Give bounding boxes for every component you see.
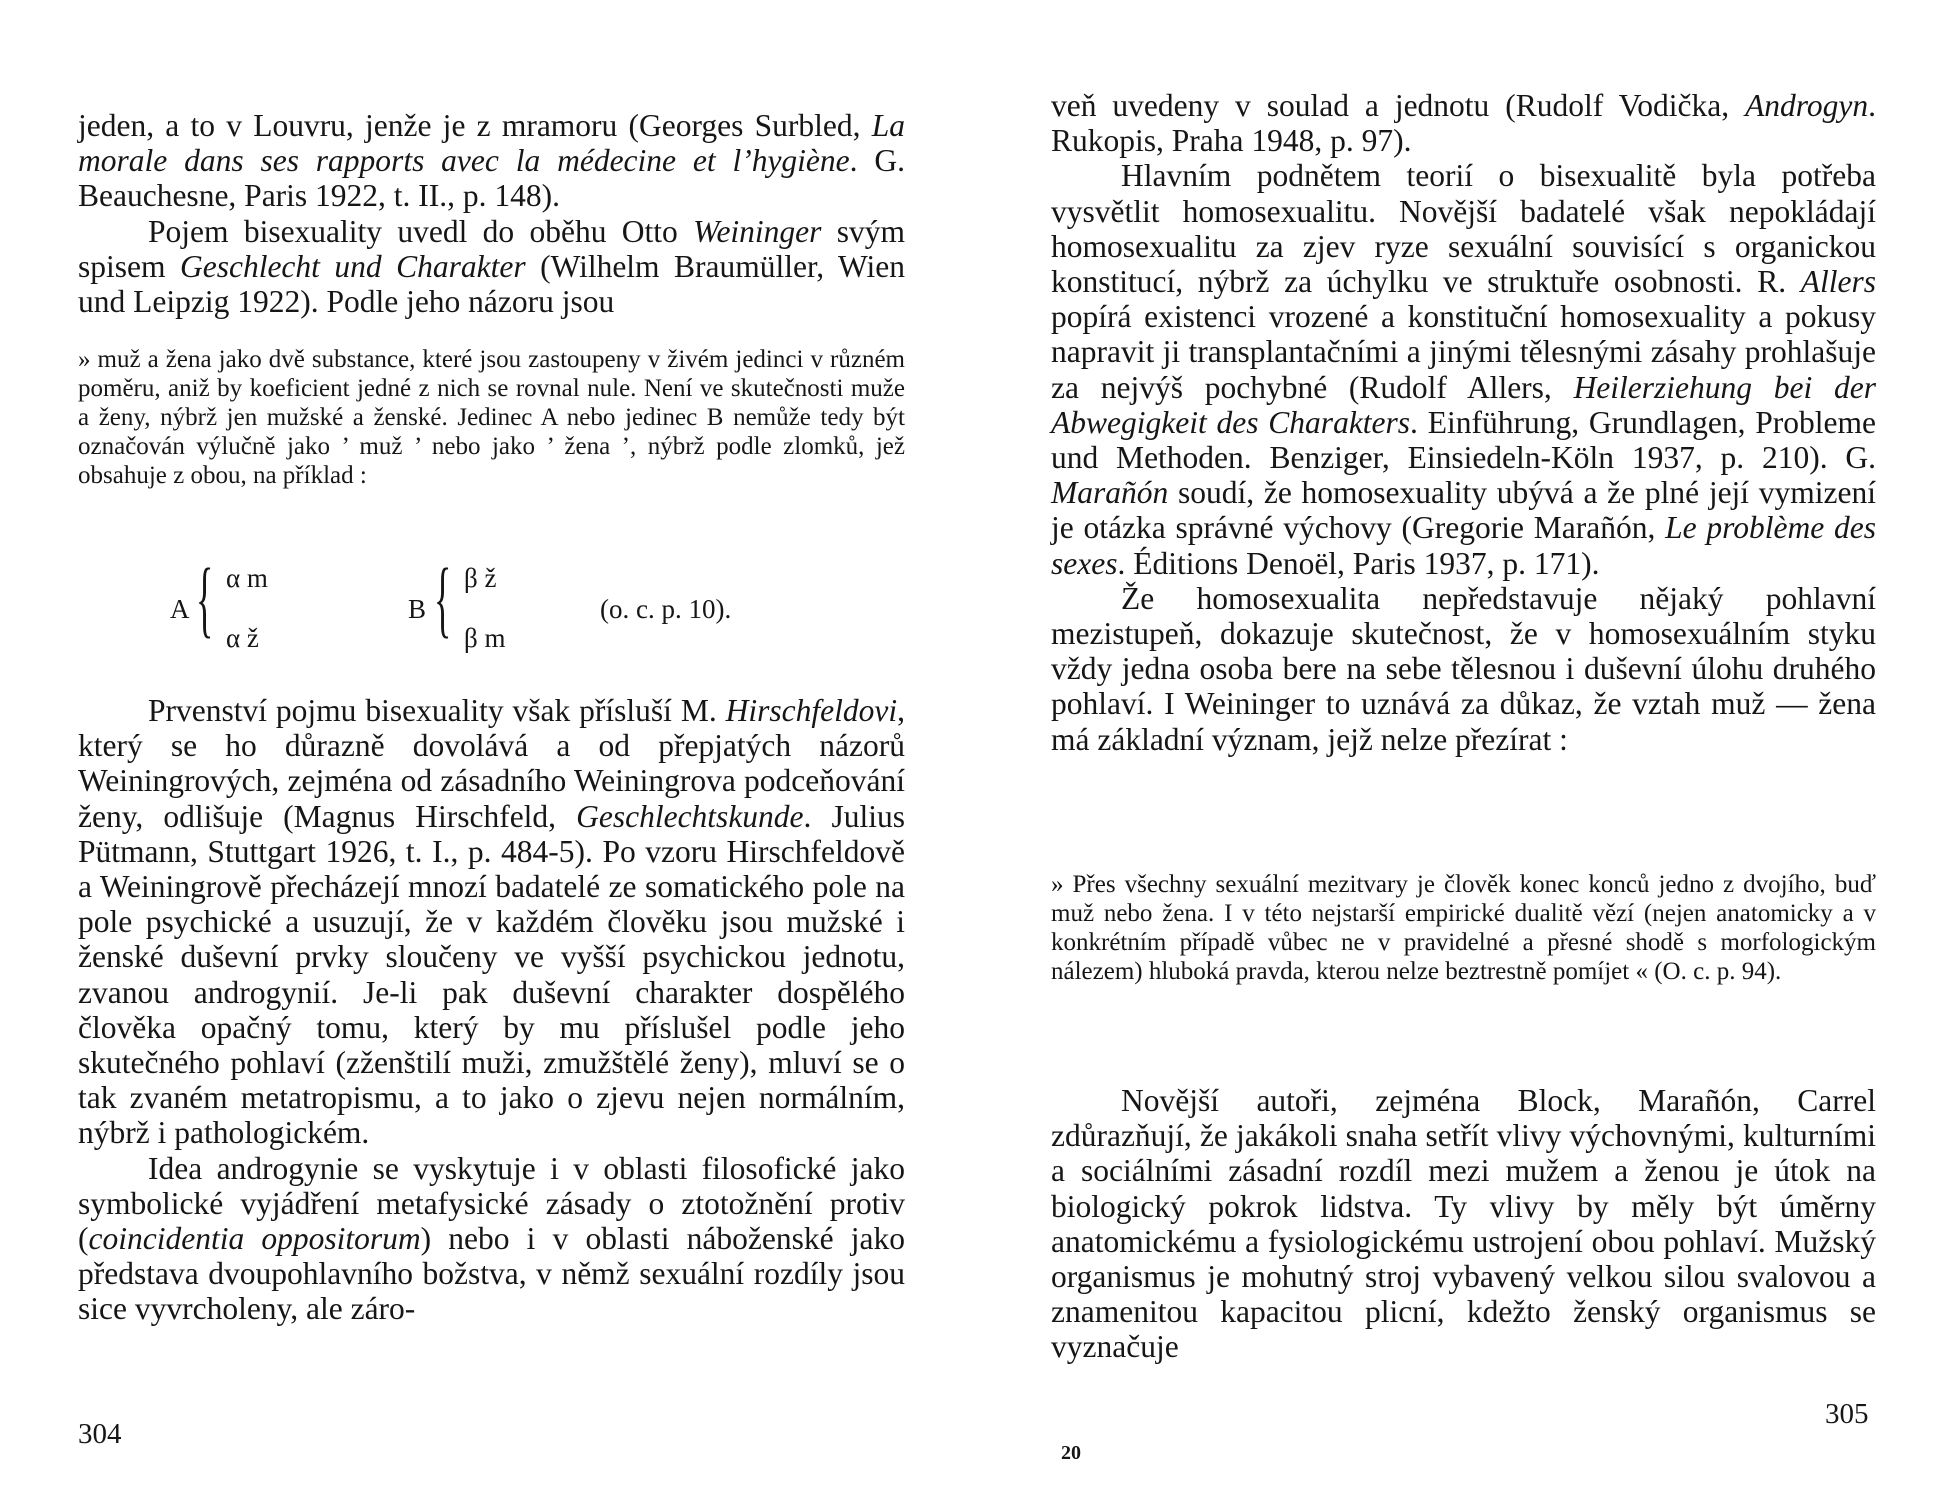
italic-text: La morale dans ses rapports avec la médecine et l’hygiène [78, 108, 905, 179]
left-brace-icon: { [434, 550, 452, 646]
italic-text: Geschlechtskunde [576, 798, 804, 834]
italic-text: Allers [1800, 264, 1876, 300]
formula-a-letter: A [170, 594, 190, 624]
right-page [968, 0, 1936, 1500]
italic-text: Marañón [1051, 475, 1169, 511]
italic-text: Geschlecht und Charakter [179, 248, 526, 284]
text-run: Pojem bisexuality uvedl do oběhu Otto [148, 213, 694, 249]
paragraph [78, 693, 905, 1151]
formula-reference: (o. c. p. 10). [600, 594, 732, 624]
paragraph [78, 108, 905, 214]
text-run: . Einführung, Grundlagen, Probleme und Methoden. Benziger, Einsiedeln-Köln 1937, p. 210). G. [1051, 404, 1876, 476]
text-run: . Rukopis, Praha 1948, p. 97). [1051, 88, 1876, 159]
left-brace-icon: { [196, 550, 214, 646]
left-quote-text: » muž a žena jako dvě substance, které jsou zastoupeny v živém jedinci v různém poměru, aniž by koeficient jedné z nich se rovnal nule. Není ve skutečnosti muže a ženy, nýbrž jen mužské a ženské. Jedinec A nebo jedinec B nemůže tedy být označován výlučně jako ’ muž ’ nebo jako ’ žena ’, nýbrž podle zlomků, jež obsahuje z obou, na příklad : [78, 346, 905, 489]
paragraph [1051, 88, 1876, 158]
italic-text: Androgyn [1745, 88, 1869, 123]
text-run: , který se ho důrazně dovolává a od přepjatých názorů Weiningrových, zejména od zásadního Weiningrova podceňování ženy, odlišuje (Magnus Hirschfeld, [78, 693, 905, 834]
text-run: svým spisem [78, 213, 905, 284]
text-run: . Éditions Denoël, Paris 1937, p. 171). [1117, 545, 1600, 581]
left-page-number: 304 [78, 1418, 122, 1450]
paragraph [78, 214, 905, 320]
italic-text: Hirschfeldovi [725, 693, 898, 728]
text-run: Hlavním podnětem teorií o bisexualitě byla potřeba vysvětlit homosexualitu. Novější badatelé však nepokládají homosexualitu za zjev ryze sexuální souvisící s organickou konstitucí, nýbrž za úchylku ve struktuře osobnosti. R. [1051, 158, 1876, 300]
paragraph [1051, 158, 1876, 580]
text-run: . Julius Pütmann, Stuttgart 1926, t. I., p. 484-5). Po vzoru Hirschfeldově a Weiningrově přecházejí mnozí badatelé ze somatického pole na pole psychické a usuzují, že v každém člověku jsou mužské i ženské duševní prvky sloučeny ve vyšší psychickou jednotu, zvanou androgynií. Je-li pak duševní charakter dospělého člověka opačný tomu, který by mu příslušel podle jeho skutečného pohlaví (zženštilí muži, zmužštělé ženy), mluví se o tak zvaném metatropismu, a to jako o zjevu nejen normálním, nýbrž i pathologickém. [78, 798, 905, 1151]
text-run: veň uvedeny v soulad a jednotu (Rudolf Vodička, [1051, 88, 1746, 123]
italic-text: coincidentia oppositorum [88, 1221, 421, 1257]
left-body-text-continued [78, 693, 905, 1327]
paragraph [1051, 581, 1876, 757]
formula-b-top: β ž [464, 563, 497, 593]
right-body-text [1051, 88, 1876, 757]
paragraph [78, 1151, 905, 1327]
text-run: Idea androgynie se vyskytuje i v oblasti filosofické jako symbolické vyjádření metafysické zásady o ztotožnění protiv ( [78, 1150, 905, 1257]
formula-a-bottom: α ž [226, 623, 259, 653]
formula-a-top: α m [226, 563, 268, 593]
text-run: Novější autoři, zejména Block, Marañón, Carrel zdůrazňují, že jakákoli snaha setřít vlivy výchovnými, kulturními a sociálními zásadní rozdíl mezi mužem a ženou je útok na biologický pokrok lidstva. Ty vlivy by měly být úměrny anatomickému a fysiologickému ustrojení obou pohlaví. Mužský organismus je mohutný stroj vybavený velkou silou svalovou a znamenitou kapacitou plicní, kdežto ženský organismus se vyznačuje [1051, 1083, 1876, 1365]
right-body-text-continued [1051, 1083, 1876, 1365]
text-run: ) nebo i v oblasti náboženské jako představa dvoupohlavního božstva, v němž sexuální rozdíly jsou sice vyvrcholeny, ale záro- [78, 1221, 905, 1327]
left-quote [78, 345, 905, 490]
text-run: . G. Beauchesne, Paris 1922, t. II., p. 148). [78, 143, 905, 214]
right-quote [1051, 870, 1876, 986]
italic-text: Weininger [693, 213, 822, 249]
text-run: popírá existenci vrozené a konstituční homosexuality a pokusy napravit ji transplantačními a jinými tělesnými zásahy prohlašuje za nejvýš pochybné (Rudolf Allers, [1051, 299, 1876, 405]
italic-text: Heilerziehung bei der Abwegigkeit des Charakters [1051, 369, 1877, 440]
formula-b-bottom: β m [464, 623, 506, 653]
text-run: Prvenství pojmu bisexuality však přísluší M. [148, 693, 726, 728]
text-run: soudí, že homosexuality ubývá a že plné její vymizení je otázka správné výchovy (Gregorie Marañón, [1051, 475, 1876, 546]
italic-text: Le problème des sexes [1051, 510, 1876, 581]
paragraph [1051, 1083, 1876, 1365]
text-run: jeden, a to v Louvru, jenže je z mramoru (Georges Surbled, [78, 108, 872, 143]
formula-b-letter: B [408, 594, 427, 624]
text-run: Že homosexualita nepředstavuje nějaký pohlavní mezistupeň, dokazuje skutečnost, že v homosexuálním styku vždy jedna osoba bere na sebe tělesnou i duševní úlohu druhého pohlaví. I Weininger to uznává za důkaz, že vztah muž — žena má základní význam, jejž nelze přezírat : [1051, 580, 1876, 757]
left-body-text [78, 108, 905, 319]
right-quote-text: » Přes všechny sexuální mezitvary je člověk konec konců jedno z dvojího, buď muž nebo žena. I v této nejstarší empirické dualitě vězí (nejen anatomicky a v konkrétním případě vůbec ne v pravidelné a přesné shodě s morfologickým nálezem) hluboká pravda, kterou nelze beztrestně pomíjet « (O. c. p. 94). [1051, 871, 1876, 985]
right-page-number: 305 [1825, 1398, 1869, 1430]
sheet-number: 20 [1061, 1442, 1081, 1464]
text-run: (Wilhelm Braumüller, Wien und Leipzig 1922). Podle jeho názoru jsou [78, 248, 905, 320]
